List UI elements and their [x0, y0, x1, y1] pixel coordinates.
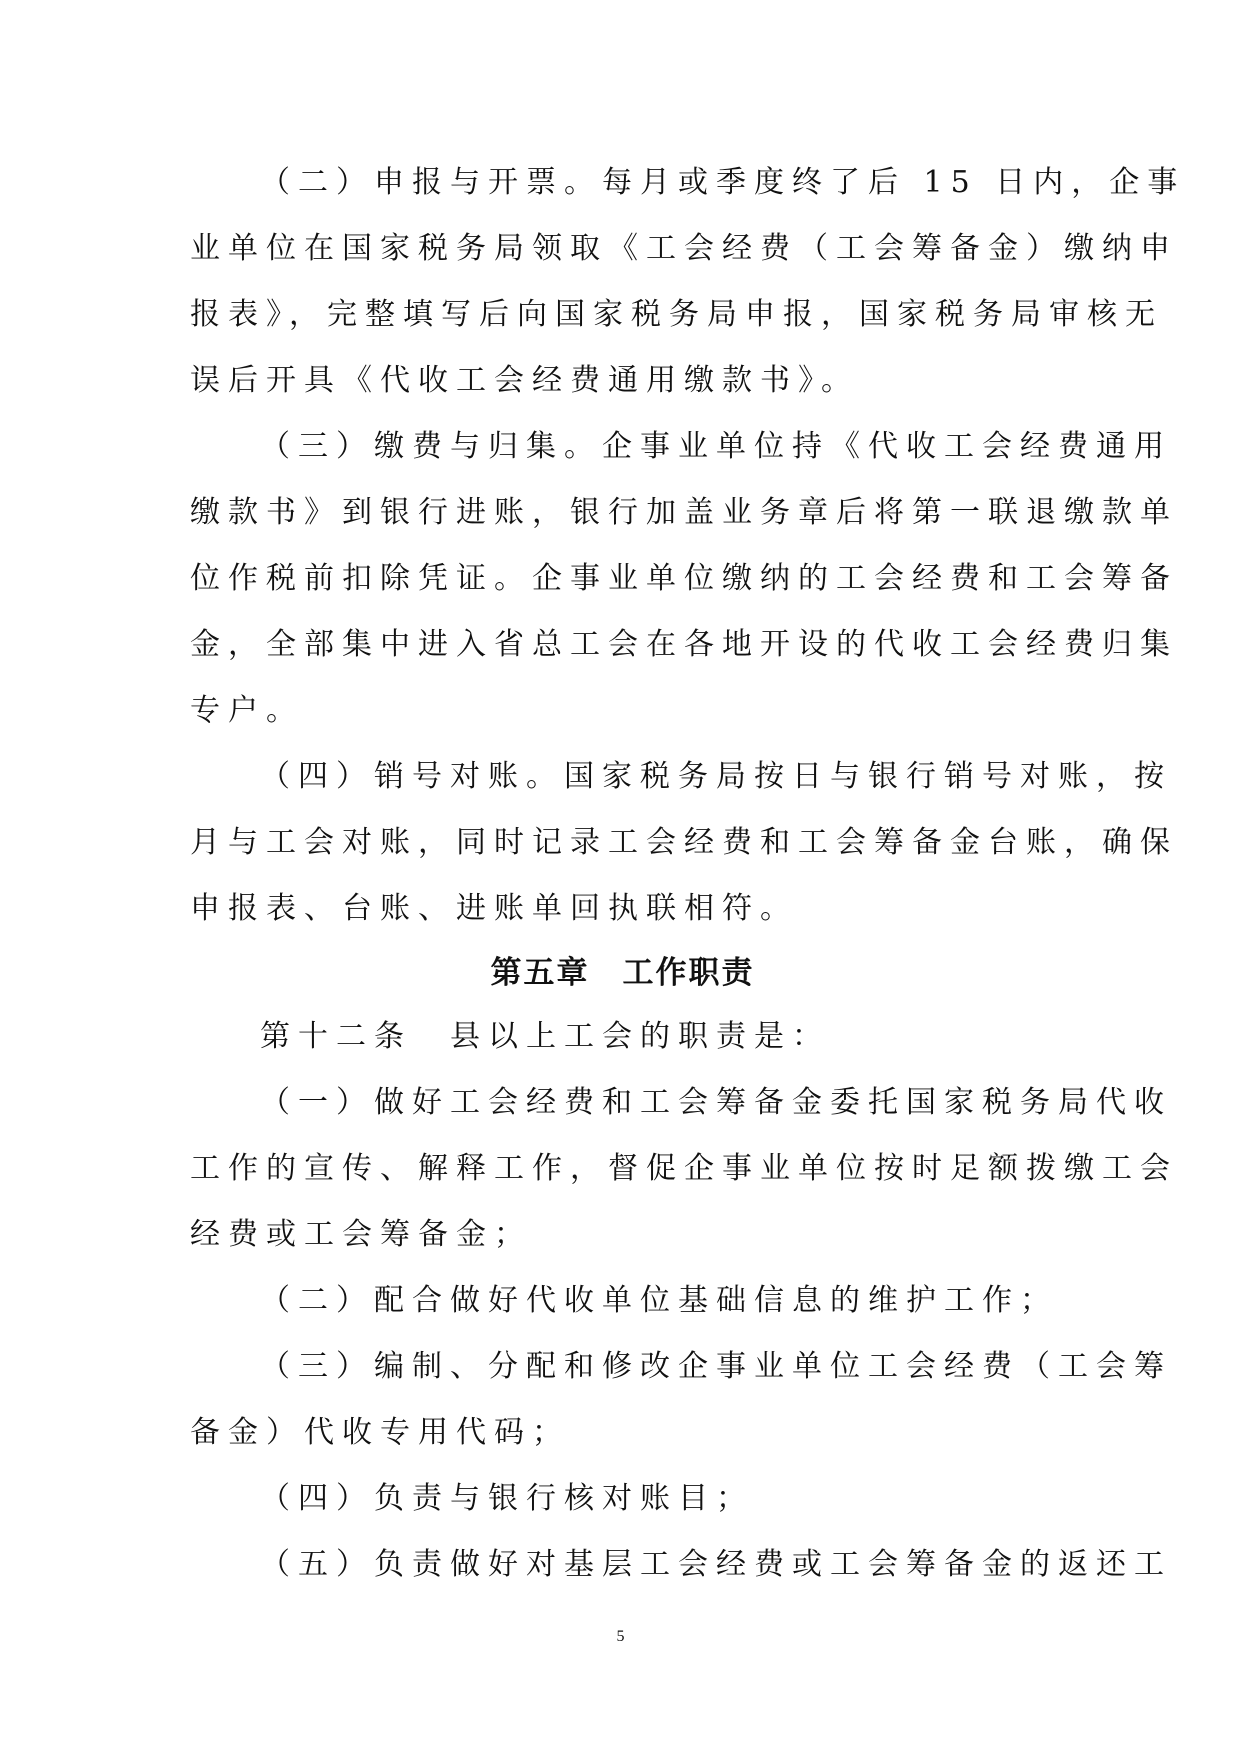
body-text [190, 150, 1186, 1598]
paragraph-line: 误后开具《代收工会经费通用缴款书》。 [190, 363, 859, 398]
paragraph-line: 月与工会对账，同时记录工会经费和工会筹备金台账，确保 [190, 825, 1178, 860]
paragraph-line: （五）负责做好对基层工会经费或工会筹备金的返还工 [260, 1547, 1172, 1582]
paragraph-line: （二）配合做好代收单位基础信息的维护工作； [260, 1283, 1058, 1318]
chapter-heading: 第五章 工作职责 [490, 955, 755, 991]
paragraph-line: 位作税前扣除凭证。企事业单位缴纳的工会经费和工会筹备 [190, 561, 1178, 596]
paragraph-line: （三）缴费与归集。企事业单位持《代收工会经费通用 [260, 429, 1172, 464]
paragraph-line: （四）销号对账。国家税务局按日与银行销号对账，按 [260, 759, 1172, 794]
paragraph-line: 业单位在国家税务局领取《工会经费（工会筹备金）缴纳申 [190, 231, 1178, 266]
page-number: 5 [616, 1628, 625, 1645]
paragraph-line: 报表》，完整填写后向国家税务局申报，国家税务局审核无 [190, 297, 1163, 332]
paragraph-line: 备金）代收专用代码； [190, 1415, 570, 1450]
article-heading: 第十二条 县以上工会的职责是： [260, 1019, 830, 1054]
paragraph-line: 工作的宣传、解释工作，督促企事业单位按时足额拨缴工会 [190, 1151, 1178, 1186]
paragraph-line: （四）负责与银行核对账目； [260, 1481, 754, 1516]
paragraph-line: （二）申报与开票。每月或季度终了后 15 日内，企事 [260, 165, 1186, 200]
paragraph-line: 金，全部集中进入省总工会在各地开设的代收工会经费归集 [190, 627, 1178, 662]
paragraph-line: 经费或工会筹备金； [190, 1217, 532, 1252]
paragraph-line: （三）编制、分配和修改企事业单位工会经费（工会筹 [260, 1349, 1172, 1384]
paragraph-line: 专户。 [190, 693, 304, 728]
paragraph-line: 申报表、台账、进账单回执联相符。 [190, 891, 798, 926]
paragraph-line: （一）做好工会经费和工会筹备金委托国家税务局代收 [260, 1085, 1172, 1120]
paragraph-line: 缴款书》到银行进账，银行加盖业务章后将第一联退缴款单 [190, 495, 1178, 530]
